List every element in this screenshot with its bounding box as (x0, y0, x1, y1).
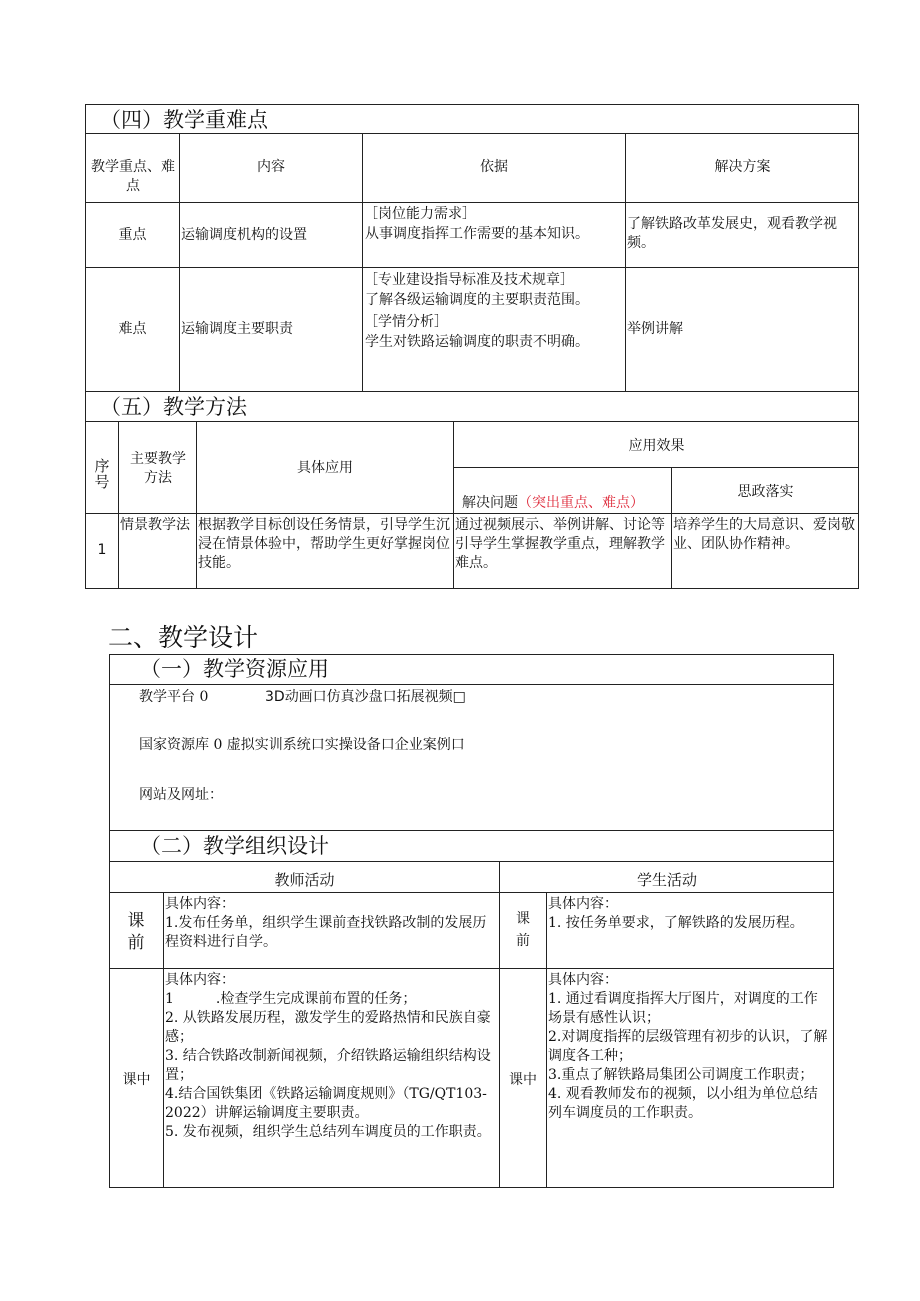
in-student-text (548, 971, 830, 1123)
platform-label: 教学平台 0 (139, 689, 209, 705)
section5-title: （五）教学方法 (100, 395, 247, 419)
solution-text: 了解铁路改革发展史，观看教学视频。 (627, 216, 837, 251)
student-activity-header: 学生活动 (636, 871, 697, 889)
divider (546, 892, 547, 1188)
header-solution: 解决方案 (714, 159, 771, 175)
header-solve (462, 494, 644, 513)
divider (85, 267, 859, 268)
header-content: 内容 (257, 159, 285, 175)
pre-class-label-student: 课前 (516, 911, 530, 949)
in-teacher-line: 3. 结合铁路改制新闻视频，介绍铁路运输组织结构设置； (165, 1048, 491, 1083)
basis-text: 学生对铁路运输调度的职责不明确。 (365, 334, 589, 350)
basis-tag: ［专业建设指导标准及技术规章］ (364, 272, 574, 288)
row-content: 运输调度机构的设置 (181, 227, 307, 243)
row-label-difficult: 难点 (118, 321, 147, 337)
in-student-line: 具体内容： (548, 972, 618, 988)
in-student-line: 3.重点了解铁路局集团公司调度工作职责； (548, 1067, 814, 1083)
divider (85, 513, 859, 514)
divider (85, 421, 859, 422)
row-ideology: 培养学生的大局意识、爱岗敬业、团队协作精神。 (673, 517, 855, 552)
divider (85, 202, 859, 203)
row-method: 情景教学法 (120, 517, 190, 533)
header-solve-note: （突出重点、难点） (518, 495, 644, 511)
row-seq: 1 (97, 542, 107, 558)
divider (196, 421, 197, 589)
pre-class-label: 课前 (127, 911, 145, 953)
in-teacher-line: 5. 发布视频，组织学生总结列车调度员的工作职责。 (165, 1124, 491, 1140)
divider (453, 467, 859, 468)
divider (163, 892, 164, 1188)
divider (109, 861, 834, 862)
header-method: 主要教学方法 (130, 451, 186, 486)
organization-title: （二）教学组织设计 (140, 834, 329, 858)
resource-line-platform (139, 688, 208, 707)
resource-line-media: 3D动画口仿真沙盘口拓展视频□ (265, 689, 466, 705)
divider (499, 861, 500, 1188)
basis-tag: ［学情分析］ (364, 314, 448, 330)
in-teacher-line: 4.结合国铁集团《铁路运输调度规则》（TG/QT103-2022）讲解运输调度主要职责。 (165, 1086, 487, 1121)
in-student-line: 4. 观看教师发布的视频，以小组为单位总结列车调度员的工作职责。 (548, 1086, 818, 1121)
divider (109, 892, 834, 893)
in-class-label: 课中 (122, 1072, 151, 1088)
row-content: 运输调度主要职责 (181, 321, 293, 337)
teacher-activity-header: 教师活动 (274, 871, 335, 889)
in-teacher-line: 2. 从铁路发展历程，激发学生的爱路热情和民族自豪感； (165, 1010, 491, 1045)
in-student-line: 1. 通过看调度指挥大厅图片，对调度的工作场景有感性认识； (548, 991, 818, 1026)
pre-teacher-text (165, 895, 497, 952)
divider (85, 133, 859, 134)
resource-line-library: 国家资源库 0 虚拟实训系统口实操设备口企业案例口 (139, 737, 465, 753)
in-class-label-student: 课中 (509, 1072, 537, 1088)
row-solve: 通过视频展示、举例讲解、讨论等引导学生掌握教学重点，理解教学难点。 (455, 517, 665, 571)
pre-teacher-line: 具体内容： (165, 896, 235, 912)
header-effect: 应用效果 (628, 438, 685, 454)
header-seq: 序号 (94, 457, 110, 491)
resources-title: （一）教学资源应用 (140, 657, 329, 681)
divider (109, 684, 834, 685)
row-application: 根据教学目标创设任务情景，引导学生沉浸在情景体验中，帮助学生更好掌握岗位技能。 (198, 517, 450, 571)
header-ideology: 思政落实 (737, 484, 794, 500)
in-teacher-line: 1 .检查学生完成课前布置的任务； (165, 991, 417, 1007)
row-label-key: 重点 (118, 227, 147, 243)
divider (109, 968, 834, 969)
pre-student-line: 1. 按任务单要求，了解铁路的发展历程。 (548, 915, 804, 931)
pre-student-text (548, 895, 832, 933)
basis-tag: ［岗位能力需求］ (364, 206, 476, 222)
section4-title: （四）教学重难点 (100, 108, 268, 132)
basis-text: 从事调度指挥工作需要的基本知识。 (365, 226, 589, 242)
header-application: 具体应用 (297, 460, 353, 476)
in-student-line: 2.对调度指挥的层级管理有初步的认识，了解调度各工种； (548, 1029, 828, 1064)
header-solve-label: 解决问题 (462, 495, 518, 511)
resource-line-website: 网站及网址： (139, 787, 223, 803)
header-basis: 依据 (480, 159, 508, 175)
part2-title: 二、教学设计 (108, 623, 259, 652)
pre-teacher-line: 1.发布任务单，组织学生课前查找铁路改制的发展历程资料进行自学。 (165, 915, 487, 950)
basis-text: 了解各级运输调度的主要职责范围。 (365, 292, 589, 308)
in-teacher-line: 具体内容： (165, 972, 235, 988)
solution-text: 举例讲解 (627, 321, 683, 337)
header-key-points: 教学重点、难点 (91, 159, 175, 194)
divider (118, 421, 119, 589)
pre-student-line: 具体内容： (548, 896, 618, 912)
in-teacher-text (165, 971, 495, 1142)
